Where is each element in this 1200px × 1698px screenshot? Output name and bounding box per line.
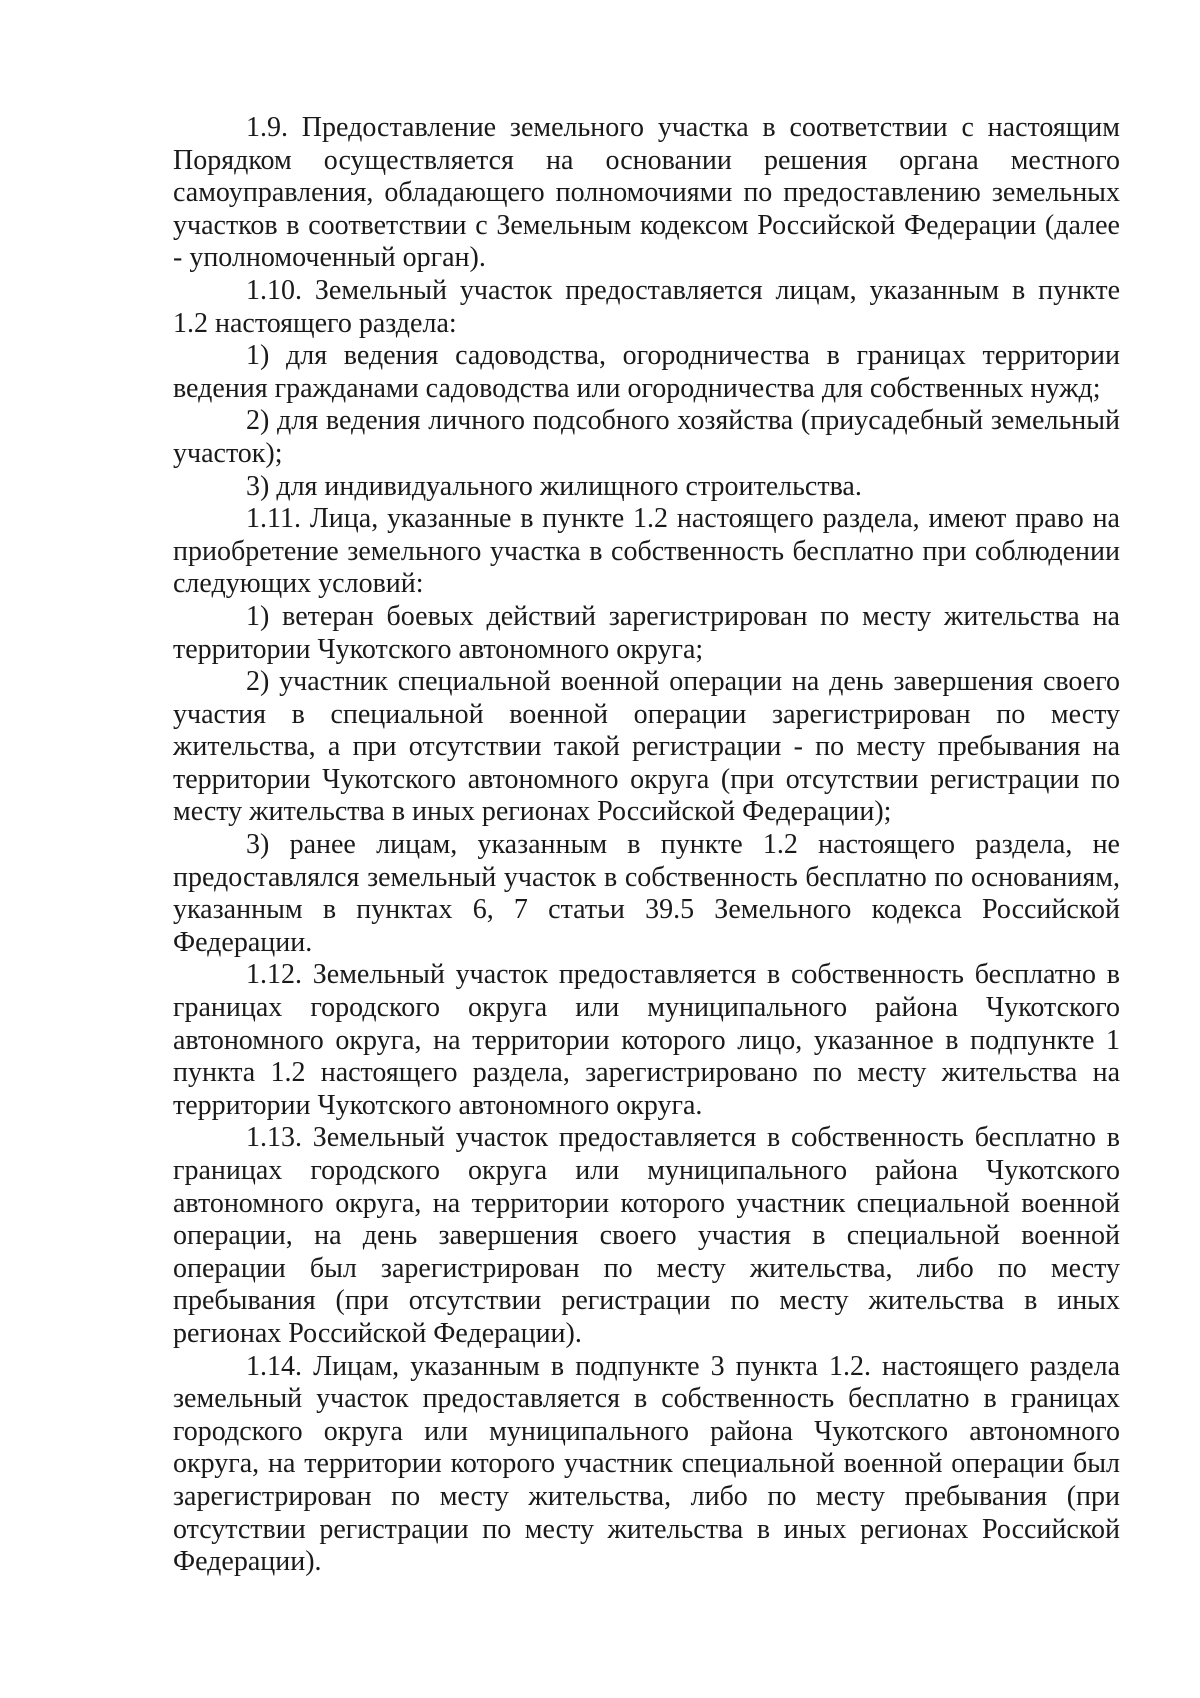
paragraph-1-11-item-3: 3) ранее лицам, указанным в пункте 1.2 настоящего раздела, не предоставлялся земельный участок в собственность бесплатно по основаниям, указанным в пунктах 6, 7 статьи 39.5 Земельного кодекса Российской Федерации. xyxy=(173,829,1120,958)
paragraph-1-10-item-2: 2) для ведения личного подсобного хозяйства (приусадебный земельный участок); xyxy=(173,405,1120,469)
paragraph-1-11: 1.11. Лица, указанные в пункте 1.2 настоящего раздела, имеют право на приобретение земельного участка в собственность бесплатно при соблюдении следующих условий: xyxy=(173,503,1120,600)
paragraph-1-10-item-3: 3) для индивидуального жилищного строительства. xyxy=(246,470,862,502)
paragraph-1-11-item-1: 1) ветеран боевых действий зарегистрирован по месту жительства на территории Чукотского автономного округа; xyxy=(173,600,1120,665)
paragraph-1-14: 1.14. Лицам, указанным в подпункте 3 пункта 1.2. настоящего раздела земельный участок предоставляется в собственность бесплатно в границах городского округа или муниципального района Чукотского автономного округа, на территории которого участник специальной военной операции был зарегистрирован по месту жительства, либо по месту пребывания (при отсутствии регистрации по месту жительства в иных регионах Российской Федерации). xyxy=(173,1350,1120,1578)
paragraph-1-12: 1.12. Земельный участок предоставляется в собственность бесплатно в границах городского округа или муниципального района Чукотского автономного округа, на территории которого лицо, указанное в подпункте 1 пункта 1.2 настоящего раздела, зарегистрировано по месту жительства на территории Чукотского автономного округа. xyxy=(173,959,1120,1121)
paragraph-1-11-item-2: 2) участник специальной военной операции на день завершения своего участия в специальной военной операции зарегистрирован по месту жительства, а при отсутствии такой регистрации - по месту пребывания на территории Чукотского автономного округа (при отсутствии регистрации по месту жительства в иных регионах Российской Федерации); xyxy=(173,666,1120,828)
paragraph-1-13: 1.13. Земельный участок предоставляется в собственность бесплатно в границах городского округа или муниципального района Чукотского автономного округа, на территории которого участник специальной военной операции, на день завершения своего участия в специальной военной операции был зарегистрирован по месту жительства, либо по месту пребывания (при отсутствии регистрации по месту жительства в иных регионах Российской Федерации). xyxy=(173,1122,1120,1349)
paragraph-1-10-item-1: 1) для ведения садоводства, огородничества в границах территории ведения гражданами садоводства или огородничества для собственных нужд; xyxy=(173,340,1120,404)
paragraph-1-9: 1.9. Предоставление земельного участка в соответствии с настоящим Порядком осуществляется на основании решения органа местного самоуправления, обладающего полномочиями по предоставлению земельных участков в соответствии с Земельным кодексом Российской Федерации (далее - уполномоченный орган). xyxy=(173,112,1120,274)
document-body xyxy=(173,112,1120,1579)
paragraph-1-10: 1.10. Земельный участок предоставляется лицам, указанным в пункте 1.2 настоящего раздела: xyxy=(173,274,1120,339)
